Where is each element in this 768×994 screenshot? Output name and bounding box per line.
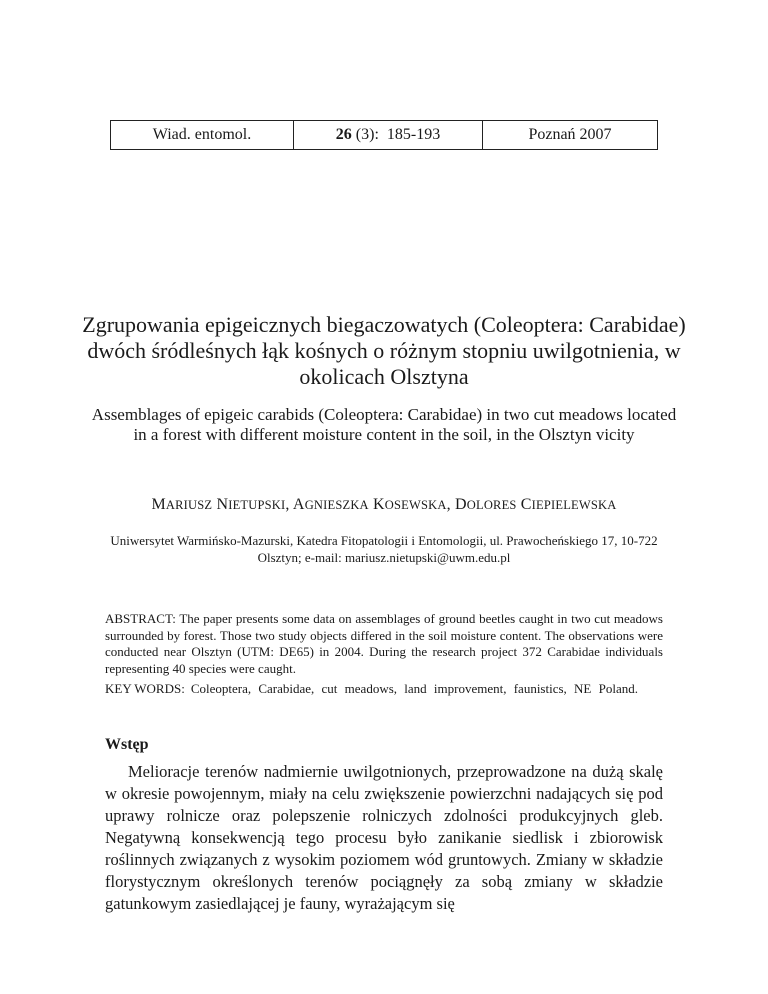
journal-header-box bbox=[110, 120, 658, 150]
section-heading: Wstęp bbox=[105, 736, 149, 753]
title-english: Assemblages of epigeic carabids (Coleoptera: Carabidae) in two cut meadows located in a forest with different moisture content in the soil, in the Olsztyn vicity bbox=[91, 405, 677, 444]
volume-cell bbox=[294, 121, 483, 149]
journal-name-cell bbox=[111, 121, 294, 149]
keywords-text: Coleoptera, Carabidae, cut meadows, land improvement, faunistics, NE Poland. bbox=[190, 681, 638, 696]
keywords-label: KEY WORDS: bbox=[105, 681, 185, 696]
volume-number: 26 bbox=[335, 126, 352, 143]
body-paragraph: Melioracje terenów nadmiernie uwilgotnionych, przeprowadzone na dużą skalę w okresie powojennym, miały na celu zwiększenie powierzchni nadających się pod uprawy rolnicze oraz polepszenie rolniczych zdolności produkcyjnych gleb. Negatywną konsekwencją tego procesu było zanikanie siedlisk i zbiorowisk roślinnych związanych z wysokim poziomem wód gruntowych. Zmiany w składzie florystycznym określonych terenów pociągnęły za sobą zmiany w składzie gatunkowym zasiedlającej je fauny, wyrażającym się bbox=[105, 762, 663, 913]
issue-pages: (3): 185-193 bbox=[351, 126, 441, 143]
author: MARIUSZ NIETUPSKI bbox=[151, 496, 286, 513]
journal-name: Wiad. entomol. bbox=[152, 126, 252, 143]
affiliation: Uniwersytet Warmińsko-Mazurski, Katedra Fitopatologii i Entomologii, ul. Prawocheńskiego 17, 10-722 Olsztyn; e-mail: mariusz.nietupski@uwm.edu.pl bbox=[110, 533, 658, 565]
authors-line: MARIUSZ NIETUPSKI, AGNIESZKA KOSEWSKA, DOLORES CIEPIELEWSKA bbox=[151, 496, 617, 513]
place-year: Poznań 2007 bbox=[528, 126, 612, 143]
keywords-block bbox=[105, 681, 663, 698]
place-year-cell bbox=[483, 121, 657, 149]
abstract: ABSTRACT: The paper presents some data on assemblages of ground beetles caught in two cut meadows surrounded by forest. Those two study objects differed in the soil moisture content. The observations were conducted near Olsztyn (UTM: DE65) in 2004. During the research project 372 Carabidae individuals representing 40 species were caught. bbox=[105, 611, 663, 676]
author: AGNIESZKA KOSEWSKA bbox=[292, 496, 447, 513]
title-polish: Zgrupowania epigeicznych biegaczowatych (Coleoptera: Carabidae) dwóch śródleśnych łąk kośnych o różnym stopniu uwilgotnienia, w okolicach Olsztyna bbox=[82, 312, 686, 389]
author: DOLORES CIEPIELEWSKA bbox=[455, 496, 617, 513]
